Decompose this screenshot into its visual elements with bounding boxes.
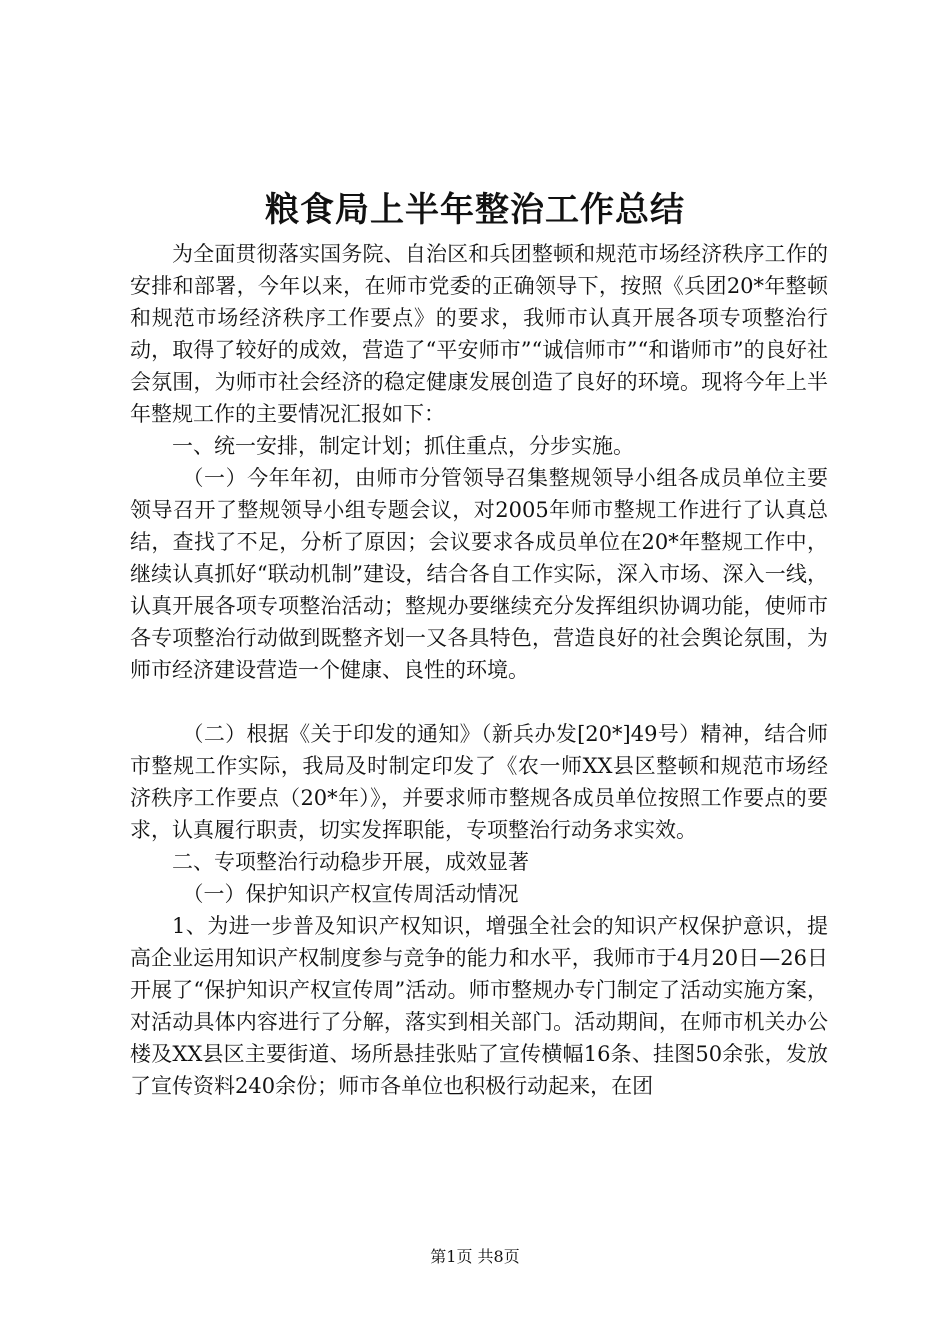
document-body — [130, 238, 828, 1102]
section-heading-2: 二、专项整治行动稳步开展，成效显著 — [172, 850, 529, 874]
paragraph-intro: 为全面贯彻落实国务院、自治区和兵团整顿和规范市场经济秩序工作的安排和部署，今年以来，在师市党委的正确领导下，按照《兵团20*年整顿和规范市场经济秩序工作要点》的要求，我师市认真开展各项专项整治行动，取得了较好的成效，营造了“平安师市”“诚信师市”“和谐师市”的良好社会氛围，为师市社会经济的稳定健康发展创造了良好的环境。现将今年上半年整规工作的主要情况汇报如下： — [130, 242, 828, 426]
paragraph-point-1: 1、为进一步普及知识产权知识，增强全社会的知识产权保护意识，提高企业运用知识产权制度参与竞争的能力和水平，我师市于4月20日—26日开展了“保护知识产权宣传周”活动。师市整规办专门制定了活动实施方案，对活动具体内容进行了分解，落实到相关部门。活动期间，在师市机关办公楼及XX县区主要街道、场所悬挂张贴了宣传横幅16条、挂图50余张，发放了宣传资料240余份；师市各单位也积极行动起来，在团 — [130, 914, 828, 1098]
paragraph-item-1: （一）今年年初，由师市分管领导召集整规领导小组各成员单位主要领导召开了整规领导小组专题会议，对2005年师市整规工作进行了认真总结，查找了不足，分析了原因；会议要求各成员单位在20*年整规工作中，继续认真抓好“联动机制”建设，结合各自工作实际，深入市场、深入一线，认真开展各项专项整治活动；整规办要继续充分发挥组织协调功能，使师市各专项整治行动做到既整齐划一又各具特色，营造良好的社会舆论氛围，为师市经济建设营造一个健康、良性的环境。 — [130, 466, 828, 682]
document-title: 粮食局上半年整治工作总结 — [265, 190, 685, 230]
section-heading-1: 一、统一安排，制定计划；抓住重点，分步实施。 — [172, 434, 634, 458]
subsection-heading-1: （一）保护知识产权宣传周活动情况 — [182, 882, 519, 906]
page-number: 第1页 共8页 — [430, 1247, 520, 1266]
paragraph-item-2: （二）根据《关于印发的通知》（新兵办发[20*]49号）精神，结合师市整规工作实际，我局及时制定印发了《农一师XX县区整顿和规范市场经济秩序工作要点（20*年）》，并要求师市整规各成员单位按照工作要点的要求，认真履行职责，切实发挥职能，专项整治行动务求实效。 — [130, 722, 828, 842]
blank-line — [130, 686, 828, 718]
